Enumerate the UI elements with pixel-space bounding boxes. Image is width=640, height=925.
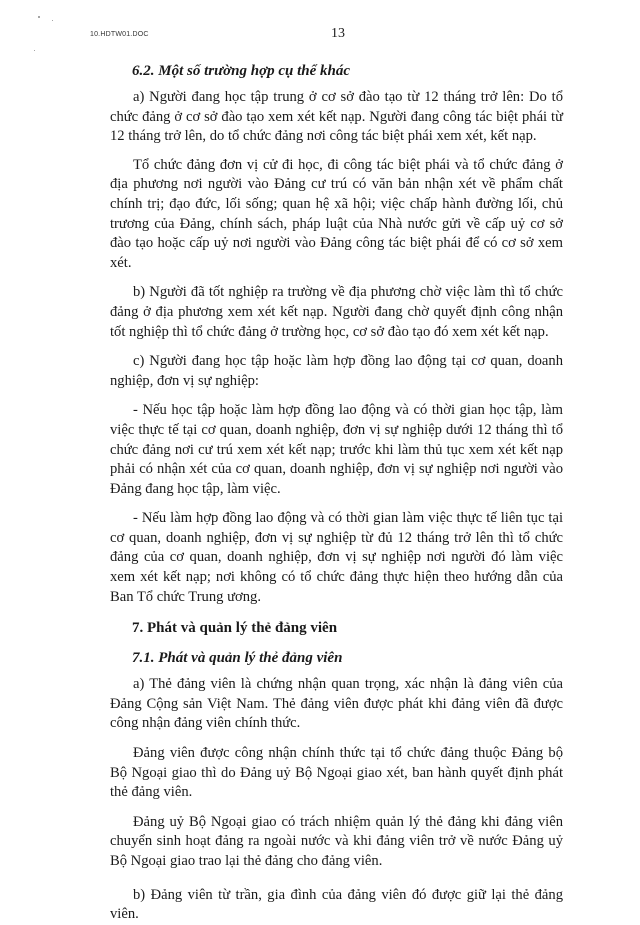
scan-speck <box>38 16 40 18</box>
paragraph: Đảng viên được công nhận chính thức tại tổ chức đảng thuộc Đảng bộ Bộ Ngoại giao thì do Đảng uỷ Bộ Ngoại giao xét, ban hành quyết định phát thẻ đảng viên. <box>110 745 563 801</box>
scan-speck <box>34 50 35 51</box>
document-code: 10.HDTW01.DOC <box>90 31 149 38</box>
section-heading-6-2: 6.2. Một số trường hợp cụ thể khác <box>132 63 351 79</box>
paragraph: c) Người đang học tập hoặc làm hợp đồng lao động tại cơ quan, doanh nghiệp, đơn vị sự nghiệp: <box>110 353 563 389</box>
paragraph: - Nếu làm hợp đồng lao động và có thời gian làm việc thực tế liên tục tại cơ quan, doanh nghiệp, đơn vị sự nghiệp từ đủ 12 tháng trở lên thì tổ chức đảng của cơ quan, doanh nghiệp, đơn vị sự nghiệp nơi người đó làm việc xem xét kết nạp; nơi không có tổ chức đảng thực hiện theo hướng dẫn của Ban Tổ chức Trung ương. <box>110 510 563 605</box>
paragraph: a) Thẻ đảng viên là chứng nhận quan trọng, xác nhận là đảng viên của Đảng Cộng sản Việt Nam. Thẻ đảng viên được phát khi đảng viên đã được công nhận đảng viên chính thức. <box>110 676 563 732</box>
paragraph: Tổ chức đảng đơn vị cử đi học, đi công tác biệt phái và tổ chức đảng ở địa phương nơi người vào Đảng cư trú có văn bản nhận xét về phẩm chất chính trị; đạo đức, lối sống; quan hệ xã hội; việc chấp hành đường lối, chủ trương của Đảng, chính sách, pháp luật của Nhà nước gửi về cấp uỷ cơ sở đào tạo hoặc cấp uỷ nơi người vào Đảng công tác biệt phái để có cơ sở xem xét. <box>110 156 563 271</box>
paragraph: Đảng uỷ Bộ Ngoại giao có trách nhiệm quản lý thẻ đảng khi đảng viên chuyển sinh hoạt đảng ra ngoài nước và khi đảng viên trở về nước Đảng uỷ Bộ Ngoại giao trao lại thẻ đảng cho đảng viên. <box>110 813 563 869</box>
paragraph: a) Người đang học tập trung ở cơ sở đào tạo từ 12 tháng trở lên: Do tổ chức đảng ở cơ sở đào tạo xem xét kết nạp. Người đang công tác biệt phái từ 12 tháng trở lên, do tổ chức đảng nơi công tác biệt phái xem xét, kết nạp. <box>110 89 563 145</box>
section-heading-7-1: 7.1. Phát và quản lý thẻ đảng viên <box>132 650 343 667</box>
scan-speck <box>52 20 53 21</box>
page-number: 13 <box>331 26 345 41</box>
paragraph: - Nếu học tập hoặc làm hợp đồng lao động và có thời gian học tập, làm việc thực tế tại cơ quan, doanh nghiệp, đơn vị sự nghiệp dưới 12 tháng thì tổ chức đảng nơi cư trú xem xét kết nạp; trước khi làm thủ tục xem xét kết nạp phải có nhận xét của cơ quan, doanh nghiệp, đơn vị sự nghiệp nơi người vào Đảng đang học tập, làm việc. <box>110 402 563 497</box>
section-heading-7: 7. Phát và quản lý thẻ đảng viên <box>132 620 338 637</box>
paragraph: b) Đảng viên từ trần, gia đình của đảng viên đó được giữ lại thẻ đảng viên. <box>110 886 563 923</box>
page-header <box>0 26 640 46</box>
document-body <box>110 60 563 925</box>
paragraph: b) Người đã tốt nghiệp ra trường về địa phương chờ việc làm thì tổ chức đảng ở địa phương xem xét kết nạp. Người đang chờ quyết định công nhận tốt nghiệp thì tổ chức đảng ở trường học, cơ sở đào tạo đó xem xét kết nạp. <box>110 284 563 340</box>
